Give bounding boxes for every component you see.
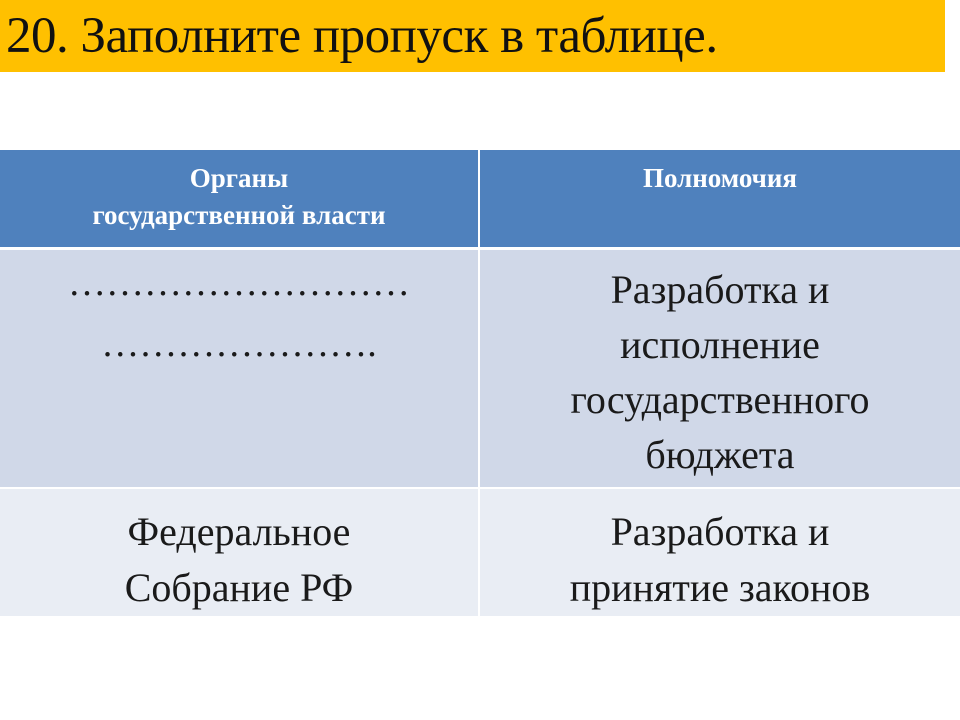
powers-budget-line-3: государственного xyxy=(570,376,870,422)
powers-budget-line-2: исполнение xyxy=(620,321,820,367)
powers-budget-line-4: бюджета xyxy=(645,431,795,477)
table-row xyxy=(0,248,960,488)
blank-line-1: ……………………… xyxy=(68,261,410,304)
powers-budget-line-1: Разработка и xyxy=(610,266,830,312)
header-powers-line-1: Полномочия xyxy=(642,163,798,193)
powers-laws-line-2: принятие законов xyxy=(569,565,871,610)
header-organs xyxy=(0,150,479,248)
blank-line-2: …………………. xyxy=(101,322,377,365)
table-row xyxy=(0,488,960,616)
header-organs-line-1: Органы xyxy=(189,163,289,193)
powers-laws-line-1: Разработка и xyxy=(610,509,830,554)
powers-cell-laws xyxy=(479,488,960,616)
powers-cell-budget xyxy=(479,248,960,488)
slide-title: 20. Заполните пропуск в таблице. xyxy=(6,7,718,64)
header-organs-line-2: государственной власти xyxy=(92,200,386,230)
slide-title-bar xyxy=(0,0,945,72)
organ-cell-federal-assembly xyxy=(0,488,479,616)
blank-cell xyxy=(0,248,479,488)
organ-line-2: Собрание РФ xyxy=(124,565,354,610)
table-header-row xyxy=(0,150,960,248)
authorities-table xyxy=(0,150,960,616)
organ-line-1: Федеральное xyxy=(127,509,351,554)
header-powers xyxy=(479,150,960,248)
